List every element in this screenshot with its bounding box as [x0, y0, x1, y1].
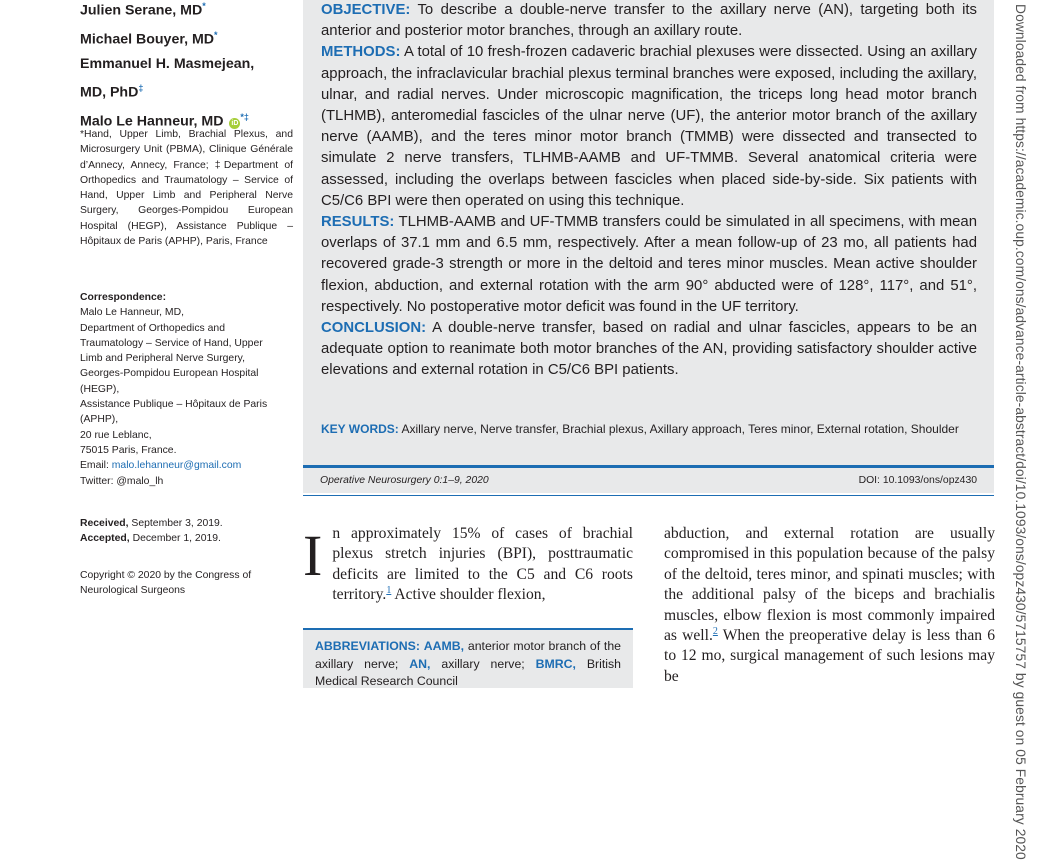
orcid-icon[interactable]: iD — [231, 119, 239, 127]
journal-citation-bar — [303, 468, 994, 493]
download-watermark: Downloaded from https://academic.oup.com/ons/advance-article-abstract/doi/10.1093/ons/opz430/5715757 by guest on 05 February 2020 — [1013, 4, 1028, 860]
correspondence-line: Georges-Pompidou European Hospital — [80, 368, 259, 380]
abstract-results: RESULTS: TLHMB-AAMB and UF-TMMB transfers could be simulated in all specimens, with mean overlaps of 37.1 mm and 6.5 mm, respectively. After a mean follow-up of 23 mo, all patients had recovered grade-3 strength or more in the deltoid and teres minor muscles. Mean active shoulder flexion, abduction, and external rotation with the arm 90° abducted were of 128°, 117°, and 51°, respectively. No postoperative motor deficit was found in the UF territory. — [321, 214, 977, 315]
journal-bottom-rule — [303, 495, 994, 496]
email-link[interactable]: malo.lehanneur@gmail.com — [111, 460, 242, 472]
abstract-box — [303, 0, 994, 465]
correspondence-line: Malo Le Hanneur, MD, — [80, 307, 184, 319]
reference-link[interactable]: 2 — [712, 625, 718, 637]
article-dates — [80, 516, 295, 547]
correspondence-line: (APHP), — [80, 414, 119, 426]
keywords: KEY WORDS: Axillary nerve, Nerve transfer, Brachial plexus, Axillary approach, Teres minor, External rotation, Shoulder — [321, 422, 959, 436]
correspondence-line: Traumatology – Service of Hand, Upper — [80, 337, 263, 349]
correspondence-line: 75015 Paris, France. — [80, 444, 177, 456]
author-3: Emmanuel H. Masmejean, — [80, 55, 255, 72]
correspondence-line: Assistance Publique – Hôpitaux de Paris — [80, 399, 268, 411]
correspondence-line: (HEGP), — [80, 383, 120, 395]
affiliations: *Hand, Upper Limb, Brachial Plexus, and Microsurgery Unit (PBMA), Clinique Générale d’Annecy, Annecy, France; ‡Department of Orthopedics and Traumatology – Service of Hand, Upper Limb and Peripheral Nerve Surgery, Georges-Pompidou European Hospital (HEGP), Assistance Publique – Hôpitaux de Paris (APHP), Paris, France — [80, 129, 293, 248]
doi-label[interactable]: DOI: 10.1093/ons/opz430 — [858, 475, 977, 486]
body-column-right: abduction, and external rotation are usually compromised in this population because of the palsy of the deltoid, teres minor, and spinati muscles; with the additional palsy of the biceps and brachialis muscles, elbow flexion is most commonly impaired as well.$^2$ When the preoperative delay is less than 6 to 12 mo, surgical management of such lesions may be — [664, 525, 995, 685]
author-1: Julien Serane, MD* — [80, 1, 206, 19]
correspondence-line: 20 rue Leblanc, — [80, 429, 152, 441]
correspondence-heading: Correspondence: — [80, 292, 167, 303]
author-3-degree: MD, PhD‡ — [80, 83, 144, 101]
received-date: Received, September 3, 2019. — [80, 518, 223, 529]
copyright: Copyright © 2020 by the Congress of Neurological Surgeons — [80, 570, 252, 597]
author-2: Michael Bouyer, MD* — [80, 29, 218, 48]
correspondence-twitter: Twitter: @malo_lh — [80, 475, 164, 487]
journal-citation: Operative Neurosurgery 0:1–9, 2020 — [320, 475, 489, 486]
abstract-objective: OBJECTIVE: To describe a double-nerve transfer to the axillary nerve (AN), targeting both its anterior and posterior motor branches, through an axillary route. — [321, 2, 978, 40]
correspondence-email-row: Email: malo.lehanneur@gmail.com — [80, 460, 242, 472]
abbreviations-box: ABBREVIATIONS: AAMB, anterior motor branch of the axillary nerve; AN, axillary nerve; BMRC, British Medical Research Council — [303, 628, 633, 688]
reference-link[interactable]: 1 — [386, 585, 392, 597]
body-column-left: In approximately 15% of cases of brachial plexus stretch injuries (BPI), posttraumatic deficits are limited to the C5 and C6 roots territory.$^1$ Active shoulder flexion, — [303, 523, 633, 604]
abstract-conclusion: CONCLUSION: A double-nerve transfer, based on radial and ulnar fascicles, appears to be an adequate option to reanimate both motor branches of the AN, providing satisfactory shoulder active elevations and external rotation in C5/C6 BPI patients. — [321, 320, 977, 379]
correspondence-line: Limb and Peripheral Nerve Surgery, — [80, 353, 245, 365]
drop-cap: I — [303, 523, 323, 588]
author-4: Malo Le Hanneur, MD iD*‡ — [80, 112, 249, 130]
correspondence — [80, 290, 295, 489]
accepted-date: Accepted, December 1, 2019. — [80, 533, 221, 545]
correspondence-line: Department of Orthopedics and — [80, 322, 225, 334]
author-list — [80, 0, 295, 134]
abstract-methods: METHODS: A total of 10 fresh-frozen cadaveric brachial plexuses were dissected. Using an axillary approach, the infraclavicular brachial plexus terminal branches were exposed, including the axillary, ulnar, and radial nerves. Under microscopic magnification, the triceps long head motor branch (TLHMB), anteromedial fascicles of the ulnar nerve (UF), the anterior motor branch of the axillary nerve (AAMB), and the teres minor motor branch (TMMB) were dissected and transected to simulate 2 nerve transfers, TLHMB-AAMB and UF-TMMB. Several anatomical criteria were assessed, including the overlaps between fascicles when placed side-by-side. Six patients with C5/C6 BPI were then operated on using this technique. — [321, 44, 977, 209]
